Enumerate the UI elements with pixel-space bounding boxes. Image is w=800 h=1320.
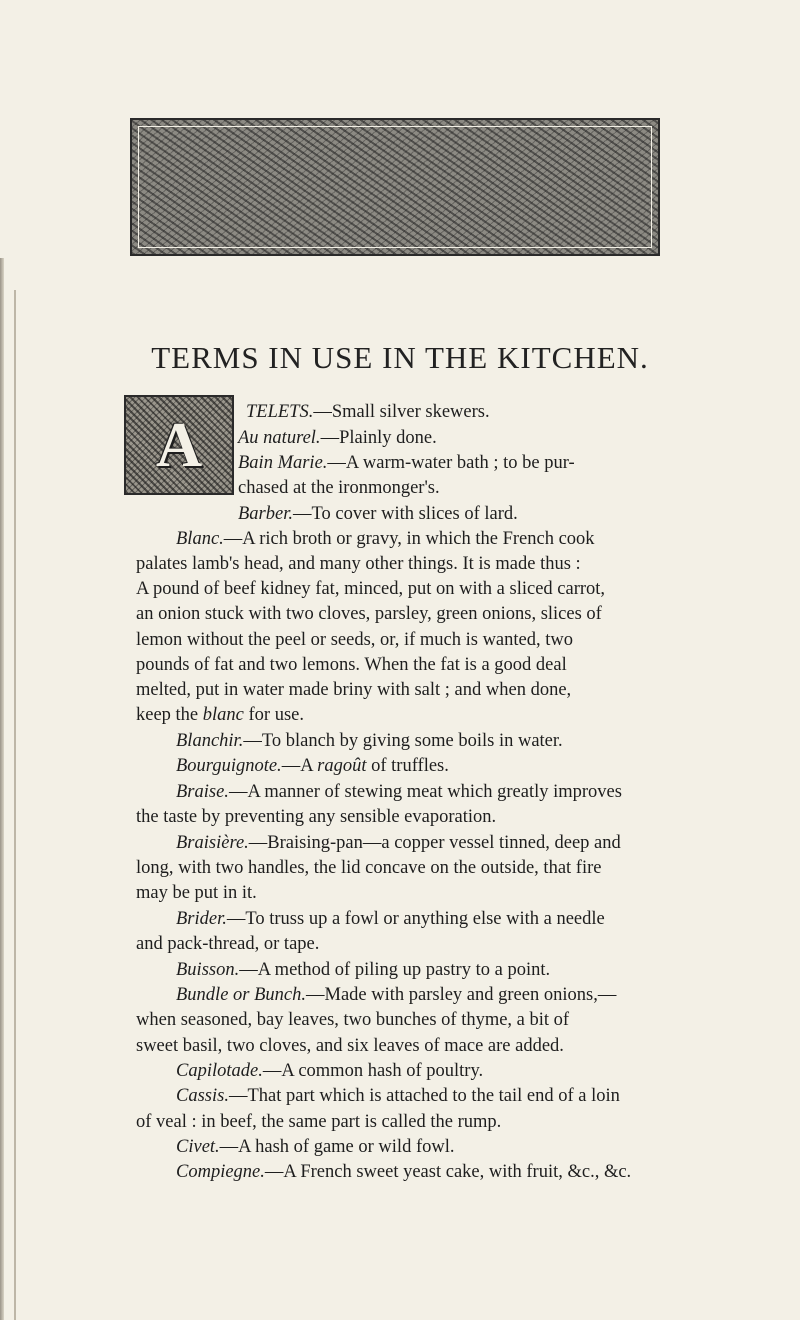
- text-line: [176, 983, 616, 1007]
- text-line: [136, 703, 304, 727]
- text-run: —A: [281, 756, 318, 776]
- term-italic: Barber.: [238, 504, 293, 524]
- text-line: [176, 1135, 454, 1159]
- text-run: —To blanch by giving some boils in water.: [243, 731, 563, 751]
- term-italic: Brider.: [176, 909, 227, 929]
- text-line: [176, 780, 622, 804]
- text-run: chased at the ironmonger's.: [238, 478, 440, 498]
- term-italic: Bourguignote.: [176, 756, 282, 776]
- term-italic: Bain Marie.: [238, 453, 328, 473]
- term-italic: Capilotade.: [176, 1061, 263, 1081]
- text-run: —To truss up a fowl or anything else with a needle: [226, 909, 605, 929]
- text-run: when seasoned, bay leaves, two bunches of thyme, a bit of: [136, 1010, 570, 1030]
- text-line: [176, 1160, 631, 1184]
- term-italic: blanc: [202, 705, 244, 725]
- term-italic: Braise.: [176, 782, 229, 802]
- term-italic: Cassis.: [176, 1086, 229, 1106]
- page-title: TERMS IN USE IN THE KITCHEN.: [151, 340, 649, 375]
- term-italic: ragoût: [317, 756, 367, 776]
- text-run: —Small silver skewers.: [313, 402, 490, 422]
- term-italic: Bundle or Bunch.: [176, 985, 306, 1005]
- text-run: for use.: [243, 705, 304, 725]
- text-line: [136, 628, 573, 652]
- text-run: long, with two handles, the lid concave on the outside, that fire: [136, 858, 602, 878]
- ornamental-drop-cap: [124, 395, 234, 495]
- text-run: of veal : in beef, the same part is called the rump.: [136, 1112, 502, 1132]
- text-run: and pack-thread, or tape.: [136, 934, 320, 954]
- text-line: [176, 907, 605, 931]
- term-italic: TELETS.: [246, 402, 314, 422]
- text-line: [136, 932, 319, 956]
- text-run: keep the: [136, 705, 203, 725]
- text-line: [176, 729, 563, 753]
- drop-cap-letter: A: [155, 409, 203, 480]
- text-line: [238, 502, 518, 526]
- text-run: an onion stuck with two cloves, parsley, green onions, slices of: [136, 604, 602, 624]
- decorative-headpiece-engraving: [130, 118, 660, 256]
- text-run: may be put in it.: [136, 883, 257, 903]
- text-line: [136, 1034, 564, 1058]
- text-run: of truffles.: [366, 756, 449, 776]
- text-line: [136, 1008, 569, 1032]
- text-run: —A common hash of poultry.: [262, 1061, 484, 1081]
- text-line: [176, 831, 621, 855]
- text-run: —A warm-water bath ; to be pur-: [327, 453, 575, 473]
- text-line: [136, 602, 602, 626]
- text-run: —Plainly done.: [320, 428, 437, 448]
- text-line: [136, 856, 601, 880]
- text-run: A pound of beef kidney fat, minced, put on with a sliced carrot,: [136, 579, 606, 599]
- text-line: [136, 577, 605, 601]
- text-run: —A hash of game or wild fowl.: [219, 1137, 455, 1157]
- term-italic: Buisson.: [176, 960, 240, 980]
- text-line: [176, 527, 595, 551]
- text-run: —That part which is attached to the tail end of a loin: [228, 1086, 620, 1106]
- text-run: —To cover with slices of lard.: [293, 504, 518, 524]
- text-run: sweet basil, two cloves, and six leaves of mace are added.: [136, 1036, 564, 1056]
- text-line: [176, 1084, 620, 1108]
- text-line: [136, 1110, 501, 1134]
- text-line: [136, 805, 496, 829]
- text-line: [246, 400, 490, 424]
- text-run: —A manner of stewing meat which greatly improves: [228, 782, 622, 802]
- text-run: —A French sweet yeast cake, with fruit, &c., &c.: [264, 1162, 632, 1182]
- text-line: [176, 754, 449, 778]
- term-italic: Compiegne.: [176, 1162, 265, 1182]
- text-line: [176, 958, 550, 982]
- text-run: —Braising-pan—a copper vessel tinned, deep and: [248, 833, 621, 853]
- page-edge-line: [14, 290, 16, 1320]
- text-line: [238, 476, 440, 500]
- text-run: —A rich broth or gravy, in which the French cook: [223, 529, 595, 549]
- text-run: —Made with parsley and green onions,—: [306, 985, 617, 1005]
- text-run: —A method of piling up pastry to a point.: [239, 960, 551, 980]
- text-line: [136, 653, 567, 677]
- text-run: melted, put in water made briny with salt ; and when done,: [136, 680, 572, 700]
- text-line: [176, 1059, 483, 1083]
- text-run: lemon without the peel or seeds, or, if much is wanted, two: [136, 630, 573, 650]
- text-line: [136, 881, 257, 905]
- term-italic: Braisière.: [176, 833, 249, 853]
- term-italic: Au naturel.: [238, 428, 321, 448]
- term-italic: Civet.: [176, 1137, 220, 1157]
- text-line: [238, 426, 437, 450]
- text-line: [238, 451, 575, 475]
- term-italic: Blanchir.: [176, 731, 244, 751]
- text-run: the taste by preventing any sensible evaporation.: [136, 807, 497, 827]
- text-line: [136, 552, 581, 576]
- term-italic: Blanc.: [176, 529, 224, 549]
- text-run: palates lamb's head, and many other things. It is made thus :: [136, 554, 581, 574]
- page-spine-shadow: [0, 258, 4, 1320]
- text-line: [136, 678, 571, 702]
- text-run: pounds of fat and two lemons. When the fat is a good deal: [136, 655, 567, 675]
